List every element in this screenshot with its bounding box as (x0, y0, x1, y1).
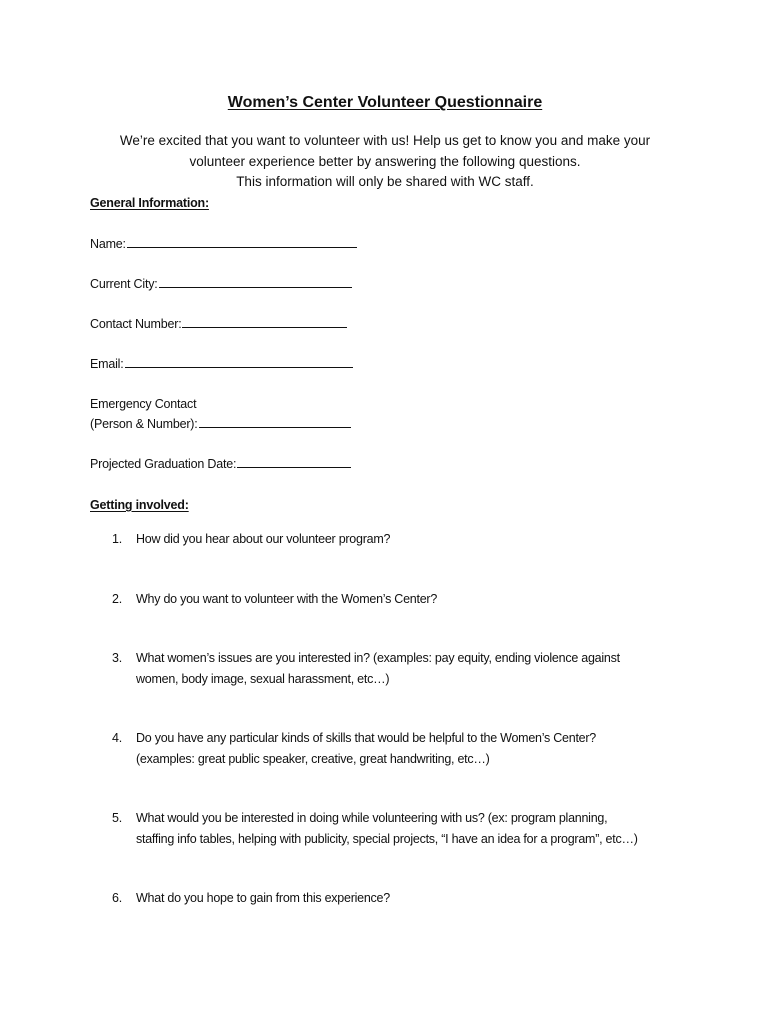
question-text-continued: staffing info tables, helping with publicity, special projects, “I have an idea for a program”, etc…) (136, 831, 638, 846)
graduation-date-field[interactable] (90, 454, 351, 474)
question-2 (112, 589, 712, 610)
emergency-contact-label: Emergency Contact (90, 397, 197, 411)
question-number: 2. (112, 592, 122, 606)
question-text-continued: (examples: great public speaker, creative, great handwriting, etc…) (136, 751, 490, 766)
question-number: 4. (112, 731, 122, 745)
intro-line-1: We’re excited that you want to volunteer with us! Help us get to know you and make your (119, 133, 651, 148)
question-text-continued: women, body image, sexual harassment, etc…) (136, 671, 390, 686)
question-number: 3. (112, 651, 122, 665)
question-text: What do you hope to gain from this experience? (136, 891, 390, 905)
question-text: What would you be interested in doing while volunteering with us? (ex: program planning, (136, 811, 608, 825)
question-3 (112, 648, 712, 689)
emergency-contact-blank[interactable] (199, 415, 351, 428)
emergency-contact-sub-label: (Person & Number): (90, 417, 198, 431)
question-text: Do you have any particular kinds of skills that would be helpful to the Women’s Center? (136, 731, 596, 745)
question-text: How did you hear about our volunteer program? (136, 532, 391, 546)
contact-number-field[interactable] (90, 314, 347, 334)
page-title: Women’s Center Volunteer Questionnaire (227, 94, 543, 111)
question-number: 1. (112, 532, 122, 546)
getting-involved-heading: Getting involved: (90, 498, 189, 512)
current-city-label: Current City: (90, 277, 158, 291)
name-blank[interactable] (127, 235, 357, 248)
graduation-date-label: Projected Graduation Date: (90, 457, 237, 471)
general-information-heading: General Information: (90, 196, 209, 210)
name-label: Name: (90, 237, 126, 251)
intro-line-3: This information will only be shared with WC staff. (236, 174, 534, 189)
intro-text (0, 131, 770, 193)
question-number: 6. (112, 891, 122, 905)
contact-number-label: Contact Number: (90, 317, 182, 331)
question-number: 5. (112, 811, 122, 825)
email-blank[interactable] (125, 355, 353, 368)
emergency-contact-field[interactable] (90, 414, 351, 434)
email-field[interactable] (90, 354, 353, 374)
graduation-date-blank[interactable] (237, 455, 351, 468)
question-6 (112, 888, 712, 909)
question-5 (112, 808, 712, 849)
current-city-field[interactable] (90, 274, 352, 294)
question-4 (112, 728, 712, 769)
question-text: What women’s issues are you interested in? (examples: pay equity, ending violence against (136, 651, 620, 665)
email-label: Email: (90, 357, 124, 371)
question-1 (112, 529, 712, 550)
intro-line-2: volunteer experience better by answering the following questions. (189, 153, 581, 169)
current-city-blank[interactable] (159, 275, 352, 288)
name-field[interactable] (90, 234, 357, 254)
contact-number-blank[interactable] (182, 315, 347, 328)
question-text: Why do you want to volunteer with the Women’s Center? (136, 592, 438, 606)
